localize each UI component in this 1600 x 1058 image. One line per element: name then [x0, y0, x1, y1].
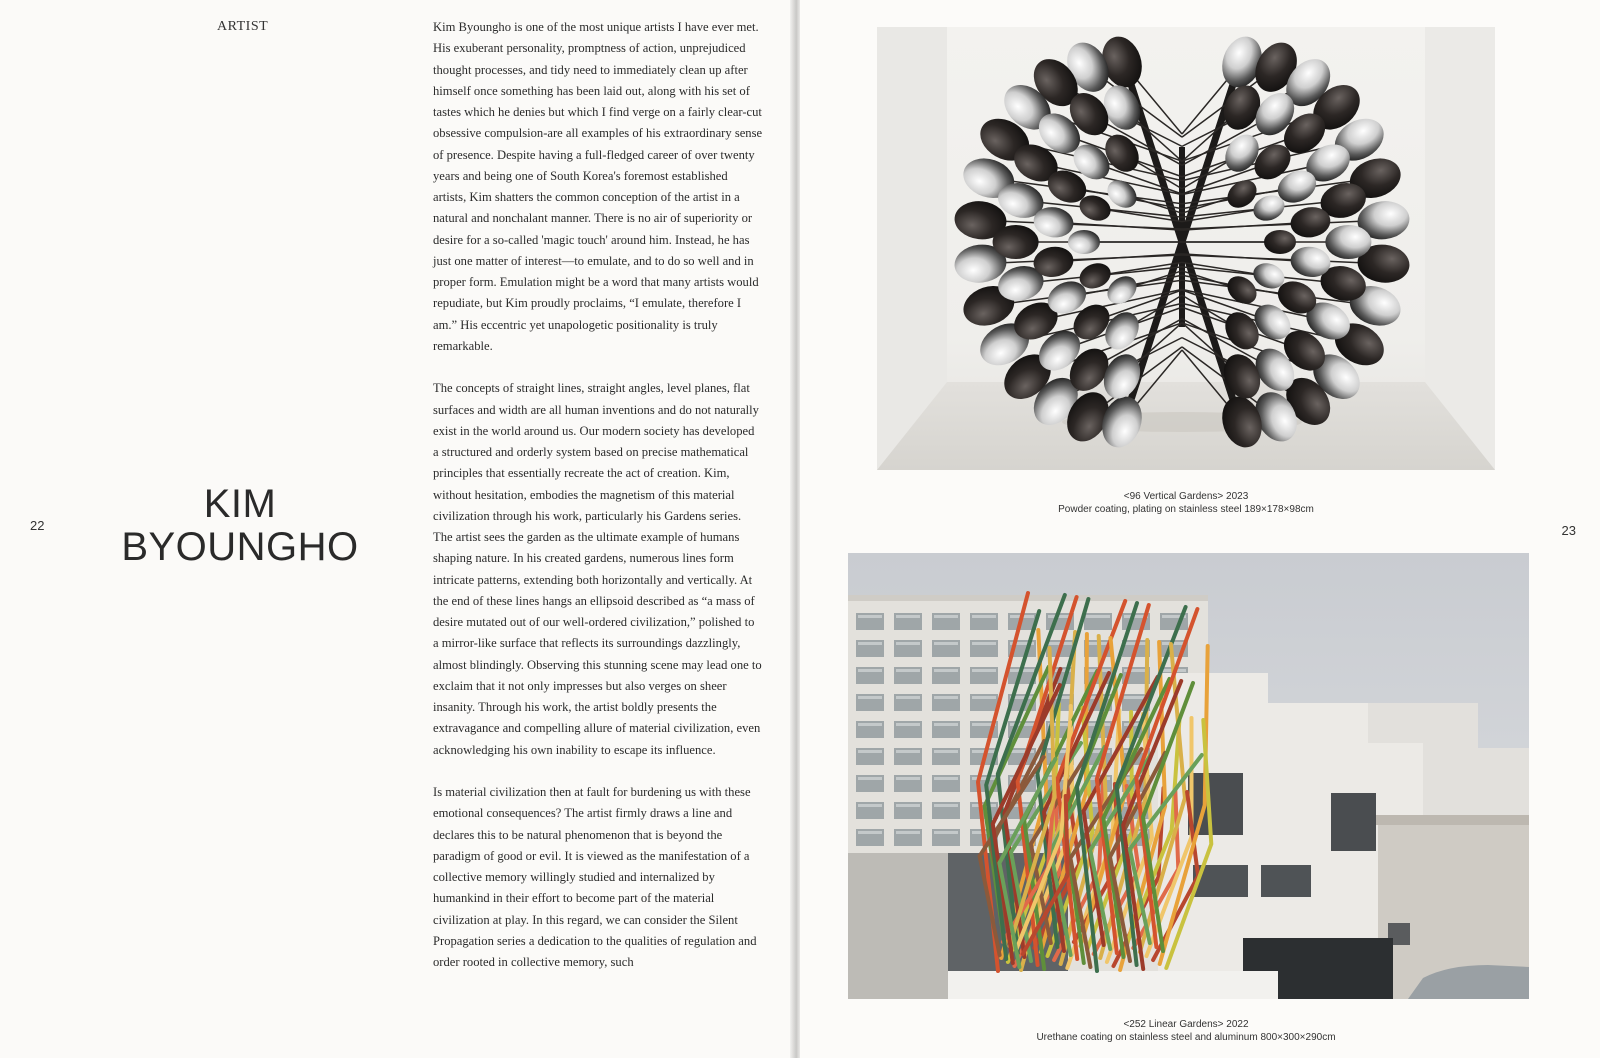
- essay-paragraph-1: Kim Byoungho is one of the most unique artists I have ever met. His exuberant personality, promptness of action, unprejudiced thought processes, and tidy need to immediately clean up after himself once something has been laid out, along with his set of tastes which he denies but which I find verge on a fairly clear-cut obsessive compulsion-are all examples of his extraordinary sense of presence. Despite having a full-fledged career of over twenty years and being one of South Korea's foremost established artists, Kim shatters the common conception of the artist in a natural and nonchalant manner. There is no air of superiority or desire for a so-called 'magic touch' around him. Instead, he has just one matter of interest—to emulate, and to do so well and in proper form. Emulation might be a word that many artists would repudiate, but Kim proudly proclaims, “I emulate, therefore I am.” His eccentric yet unapologetic positionality is truly remarkable.: [433, 20, 763, 353]
- figure-caption-2: [980, 1018, 1392, 1044]
- essay-paragraph-2: The concepts of straight lines, straight angles, level planes, flat surfaces and width are all human inventions and do not naturally exist in the world around us. Our modern society has developed a structured and orderly system based on precise mathematical principles that essentially recreate the act of creation. Kim, without hesitation, embodies the magnetism of this material civilization through his work, particularly his Gardens series. The artist sees the garden as the ultimate example of humans shaping nature. In his created gardens, numerous lines form intricate patterns, extending both horizontally and vertically. At the end of these lines hangs an ellipsoid described as “a mass of desire mutated out of our well-ordered civilization,” polished to a mirror-like surface that reflects its surroundings dazzlingly, almost blindingly. Observing this stunning scene may lead one to exclaim that it not only impresses but also verges on sheer insanity. Through his work, the artist boldly presents the extravagance and compelling allure of material civilization, even acknowledging his own inability to escape its influence.: [433, 381, 762, 757]
- figure-2-materials: Urethane coating on stainless steel and aluminum 800×300×290cm: [1036, 1032, 1336, 1043]
- figure-1-materials: Powder coating, plating on stainless steel 189×178×98cm: [1058, 504, 1314, 515]
- artist-name-heading: [110, 483, 370, 569]
- installation-illustration: [848, 553, 1529, 999]
- sculpture-illustration: [877, 27, 1495, 470]
- sculpture-photo-vertical-gardens: [877, 27, 1495, 470]
- artist-name-line-1: KIM: [203, 482, 277, 526]
- page-number-right: 23: [1561, 523, 1576, 538]
- essay-body: [433, 17, 763, 973]
- artist-name-line-2: BYOUNGHO: [121, 525, 359, 569]
- essay-paragraph-3: Is material civilization then at fault for burdening us with these emotional consequences? The artist firmly draws a line and declares this to be natural phenomenon that is beyond the paradigm of good or evil. It is viewed as the manifestation of a collective memory willingly studied and internalized by humankind in their effort to become part of the material civilization at play. In this regard, we can consider the Silent Propagation series a dedication to the qualities of regulation and order rooted in collective memory, such: [433, 785, 757, 969]
- figure-1-title: <96 Vertical Gardens> 2023: [1123, 491, 1249, 502]
- page-number-left: 22: [30, 518, 45, 533]
- figure-caption-1: [1000, 490, 1372, 516]
- left-page: [0, 0, 795, 1058]
- figure-2-title: <252 Linear Gardens> 2022: [1123, 1019, 1249, 1030]
- section-label: ARTIST: [217, 19, 269, 34]
- installation-photo-linear-gardens: [848, 553, 1529, 999]
